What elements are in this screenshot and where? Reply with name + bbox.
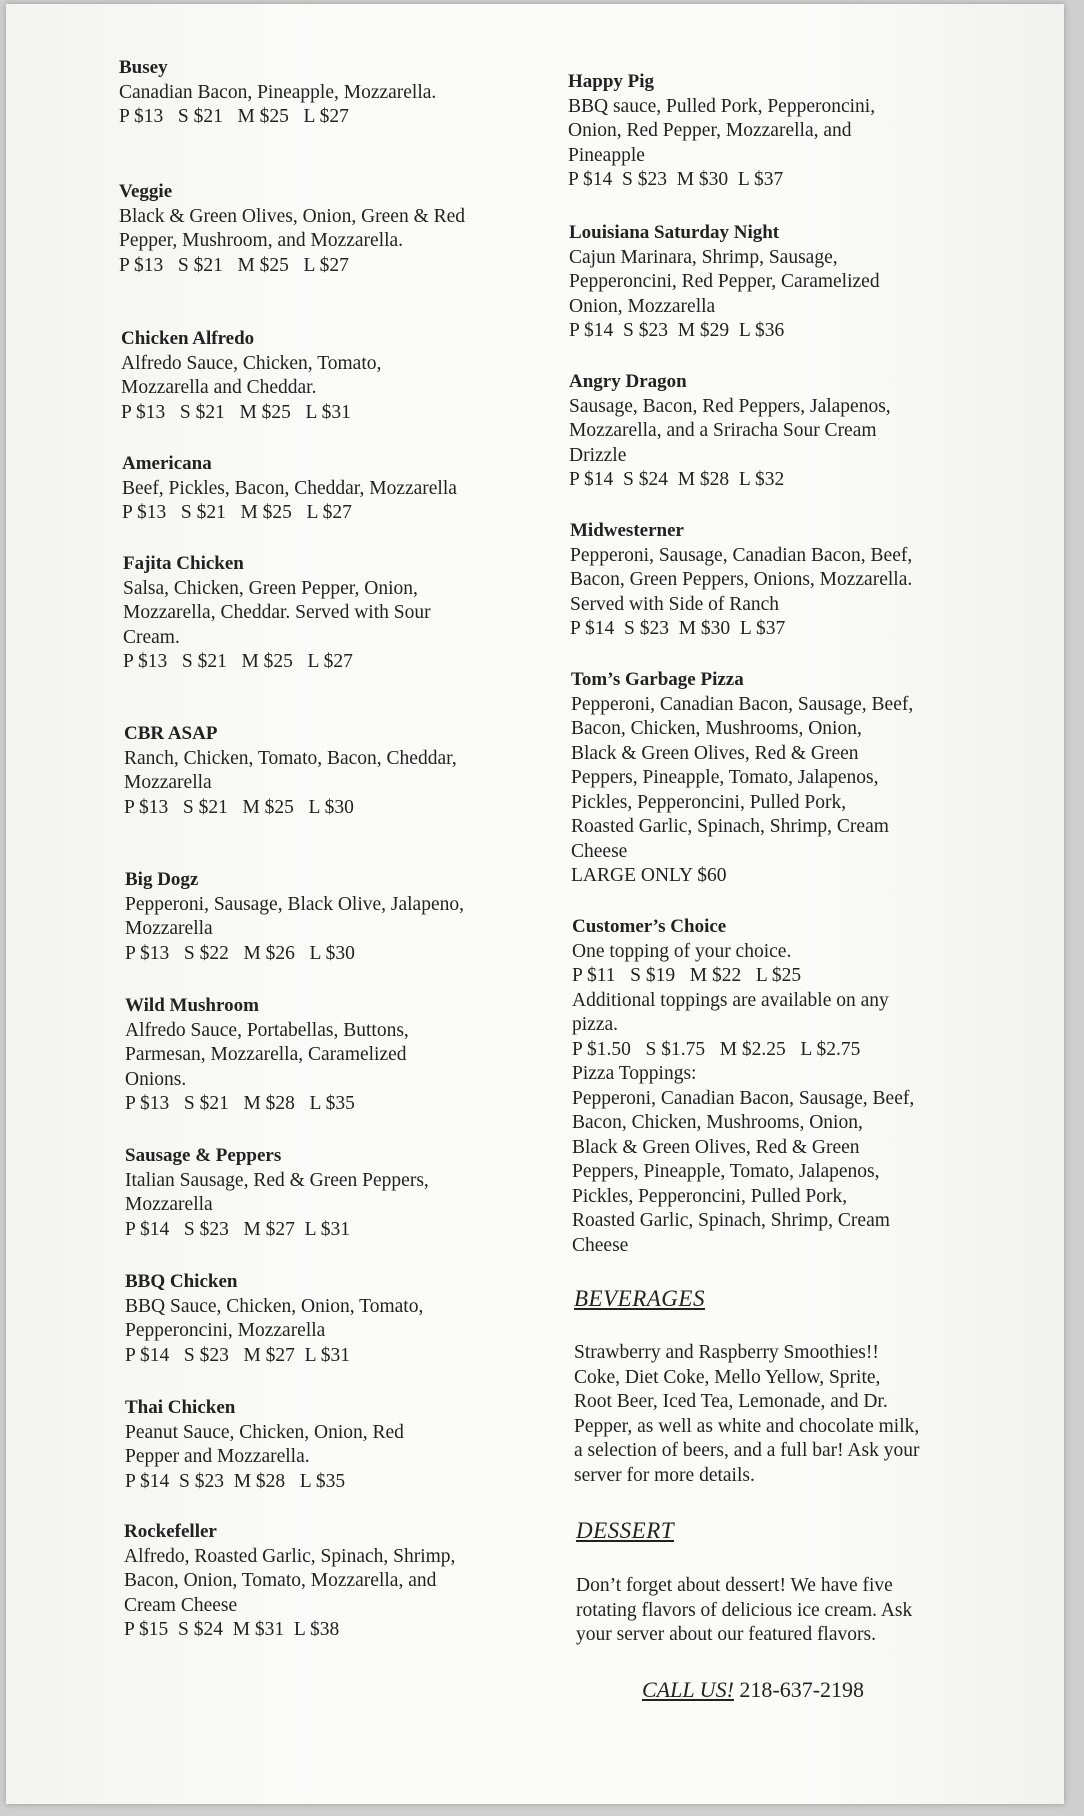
item-description: Cajun Marinara, Shrimp, Sausage, Pepperoncini, Red Pepper, Caramelized Onion, Mozzarella <box>569 246 880 317</box>
menu-item-midwesterner <box>570 519 1030 642</box>
item-price: P $14 S $23 M $27 L $31 <box>125 1218 350 1240</box>
item-description: Italian Sausage, Red & Green Peppers, Mozzarella <box>125 1169 429 1215</box>
item-description: Ranch, Chicken, Tomato, Bacon, Cheddar, Mozzarella <box>124 747 457 793</box>
item-price: P $13 S $21 M $25 L $30 <box>124 796 354 818</box>
additional-toppings-note: Additional toppings are available on any pizza. <box>572 989 889 1035</box>
call-us-label: CALL US! <box>642 1677 734 1702</box>
item-description: Beef, Pickles, Bacon, Cheddar, Mozzarella <box>122 477 457 499</box>
menu-item-cbr-asap <box>124 722 584 820</box>
contact-line <box>642 1677 864 1703</box>
toppings-label: Pizza Toppings: <box>572 1063 697 1084</box>
beverages-heading: BEVERAGES <box>574 1286 705 1311</box>
dessert-body: Don’t forget about dessert! We have five rotating flavors of delicious ice cream. Ask your server about our featured flavors. <box>576 1575 913 1645</box>
item-description: BBQ sauce, Pulled Pork, Pepperoncini, Onion, Red Pepper, Mozzarella, and Pineapple <box>568 95 876 166</box>
item-price: P $14 S $23 M $28 L $35 <box>125 1470 346 1492</box>
item-description: Salsa, Chicken, Green Pepper, Onion, Mozzarella, Cheddar. Served with Sour Cream. <box>123 577 431 648</box>
item-price: P $13 S $22 M $26 L $30 <box>125 942 355 964</box>
item-price: P $14 S $23 M $30 L $37 <box>568 169 784 190</box>
menu-item-angry-dragon <box>569 370 1029 493</box>
phone-number[interactable]: 218-637-2198 <box>739 1677 865 1702</box>
item-name: CBR ASAP <box>124 723 218 744</box>
item-name: Tom’s Garbage Pizza <box>571 669 744 690</box>
item-description: Sausage, Bacon, Red Peppers, Jalapenos, Mozzarella, and a Sriracha Sour Cream Drizzle <box>569 395 891 466</box>
menu-item-fajita-chicken <box>123 552 583 675</box>
item-price: P $13 S $21 M $28 L $35 <box>125 1093 355 1114</box>
item-description: Black & Green Olives, Onion, Green & Red Pepper, Mushroom, and Mozzarella. <box>119 205 466 251</box>
menu-item-louisiana-saturday-night <box>569 221 1029 344</box>
item-description: Alfredo Sauce, Portabellas, Buttons, Parmesan, Mozzarella, Caramelized Onions. <box>125 1019 409 1090</box>
item-description: Pepperoni, Sausage, Black Olive, Jalapeno, Mozzarella <box>125 893 464 939</box>
menu-item-sausage-peppers <box>125 1144 585 1242</box>
item-price: P $13 S $21 M $25 L $27 <box>122 502 352 523</box>
menu-item-wild-mushroom <box>125 994 585 1117</box>
item-price: P $14 S $23 M $30 L $37 <box>570 618 786 639</box>
item-price: P $14 S $23 M $29 L $36 <box>569 320 785 341</box>
item-description: Peanut Sauce, Chicken, Onion, Red Pepper and Mozzarella. <box>125 1421 404 1467</box>
item-price: P $13 S $21 M $25 L $31 <box>121 401 351 423</box>
item-name: Veggie <box>119 181 173 202</box>
dessert-heading: DESSERT <box>576 1518 675 1543</box>
item-name: Thai Chicken <box>125 1397 236 1418</box>
menu-item-chicken-alfredo <box>121 327 581 425</box>
menu-item-big-dogz <box>125 868 585 966</box>
item-price: P $13 S $21 M $25 L $27 <box>119 106 349 127</box>
item-name: BBQ Chicken <box>125 1271 238 1292</box>
menu-item-americana <box>122 452 582 526</box>
menu-item-toms-garbage-pizza <box>571 668 1031 889</box>
item-price: LARGE ONLY $60 <box>571 865 727 886</box>
item-name: Customer’s Choice <box>572 916 727 937</box>
item-name: Americana <box>122 453 212 474</box>
item-description: BBQ Sauce, Chicken, Onion, Tomato, Pepperoncini, Mozzarella <box>125 1295 424 1341</box>
item-description: Alfredo Sauce, Chicken, Tomato, Mozzarella and Cheddar. <box>121 352 382 398</box>
item-name: Happy Pig <box>568 71 655 92</box>
menu-item-rockefeller <box>124 1520 584 1643</box>
item-name: Angry Dragon <box>569 371 687 392</box>
item-price: P $13 S $21 M $25 L $27 <box>119 254 349 276</box>
item-description: One topping of your choice. <box>572 940 792 962</box>
item-description: Pepperoni, Sausage, Canadian Bacon, Beef, Bacon, Green Peppers, Onions, Mozzarella. Served with Side of Ranch <box>570 544 913 615</box>
menu-item-thai-chicken <box>125 1396 585 1494</box>
item-description: Canadian Bacon, Pineapple, Mozzarella. <box>119 81 437 103</box>
item-price: P $14 S $24 M $28 L $32 <box>569 469 785 490</box>
item-price: P $11 S $19 M $22 L $25 <box>572 965 802 986</box>
menu-item-busey <box>119 56 579 130</box>
item-name: Wild Mushroom <box>125 995 259 1016</box>
menu-item-customers-choice <box>572 915 1032 1258</box>
item-price: P $14 S $23 M $27 L $31 <box>125 1344 350 1366</box>
menu-item-happy-pig <box>568 70 1028 193</box>
menu-item-bbq-chicken <box>125 1270 585 1368</box>
item-name: Chicken Alfredo <box>121 328 255 349</box>
item-description: Alfredo, Roasted Garlic, Spinach, Shrimp, Bacon, Onion, Tomato, Mozzarella, and Cream Cheese <box>124 1545 456 1616</box>
item-name: Sausage & Peppers <box>125 1145 282 1166</box>
menu-page <box>6 4 1064 1804</box>
toppings-list: Pepperoni, Canadian Bacon, Sausage, Beef, Bacon, Chicken, Mushrooms, Onion, Black & Green Olives, Red & Green Peppers, Pineapple, Tomato, Jalapenos, Pickles, Pepperoncini, Pulled Pork, Roasted Garlic, Spinach, Shrimp, Cream Cheese <box>572 1087 915 1256</box>
additional-topping-price: P $1.50 S $1.75 M $2.25 L $2.75 <box>572 1038 861 1060</box>
item-price: P $13 S $21 M $25 L $27 <box>123 651 353 672</box>
item-name: Big Dogz <box>125 869 199 890</box>
beverages-body: Strawberry and Raspberry Smoothies!! Coke, Diet Coke, Mello Yellow, Sprite, Root Beer, Iced Tea, Lemonade, and Dr. Pepper, as well as white and chocolate milk, a selection of beers, and a full bar! Ask your server for more details. <box>574 1342 920 1486</box>
menu-item-veggie <box>119 180 579 278</box>
item-name: Busey <box>119 57 168 78</box>
item-description: Pepperoni, Canadian Bacon, Sausage, Beef, Bacon, Chicken, Mushrooms, Onion, Black & Green Olives, Red & Green Peppers, Pineapple, Tomato, Jalapenos, Pickles, Pepperoncini, Pulled Pork, Roasted Garlic, Spinach, Shrimp, Cream Cheese <box>571 693 914 862</box>
item-name: Midwesterner <box>570 520 684 541</box>
item-name: Rockefeller <box>124 1521 217 1542</box>
item-price: P $15 S $24 M $31 L $38 <box>124 1619 340 1640</box>
item-name: Fajita Chicken <box>123 553 244 574</box>
item-name: Louisiana Saturday Night <box>569 222 780 243</box>
